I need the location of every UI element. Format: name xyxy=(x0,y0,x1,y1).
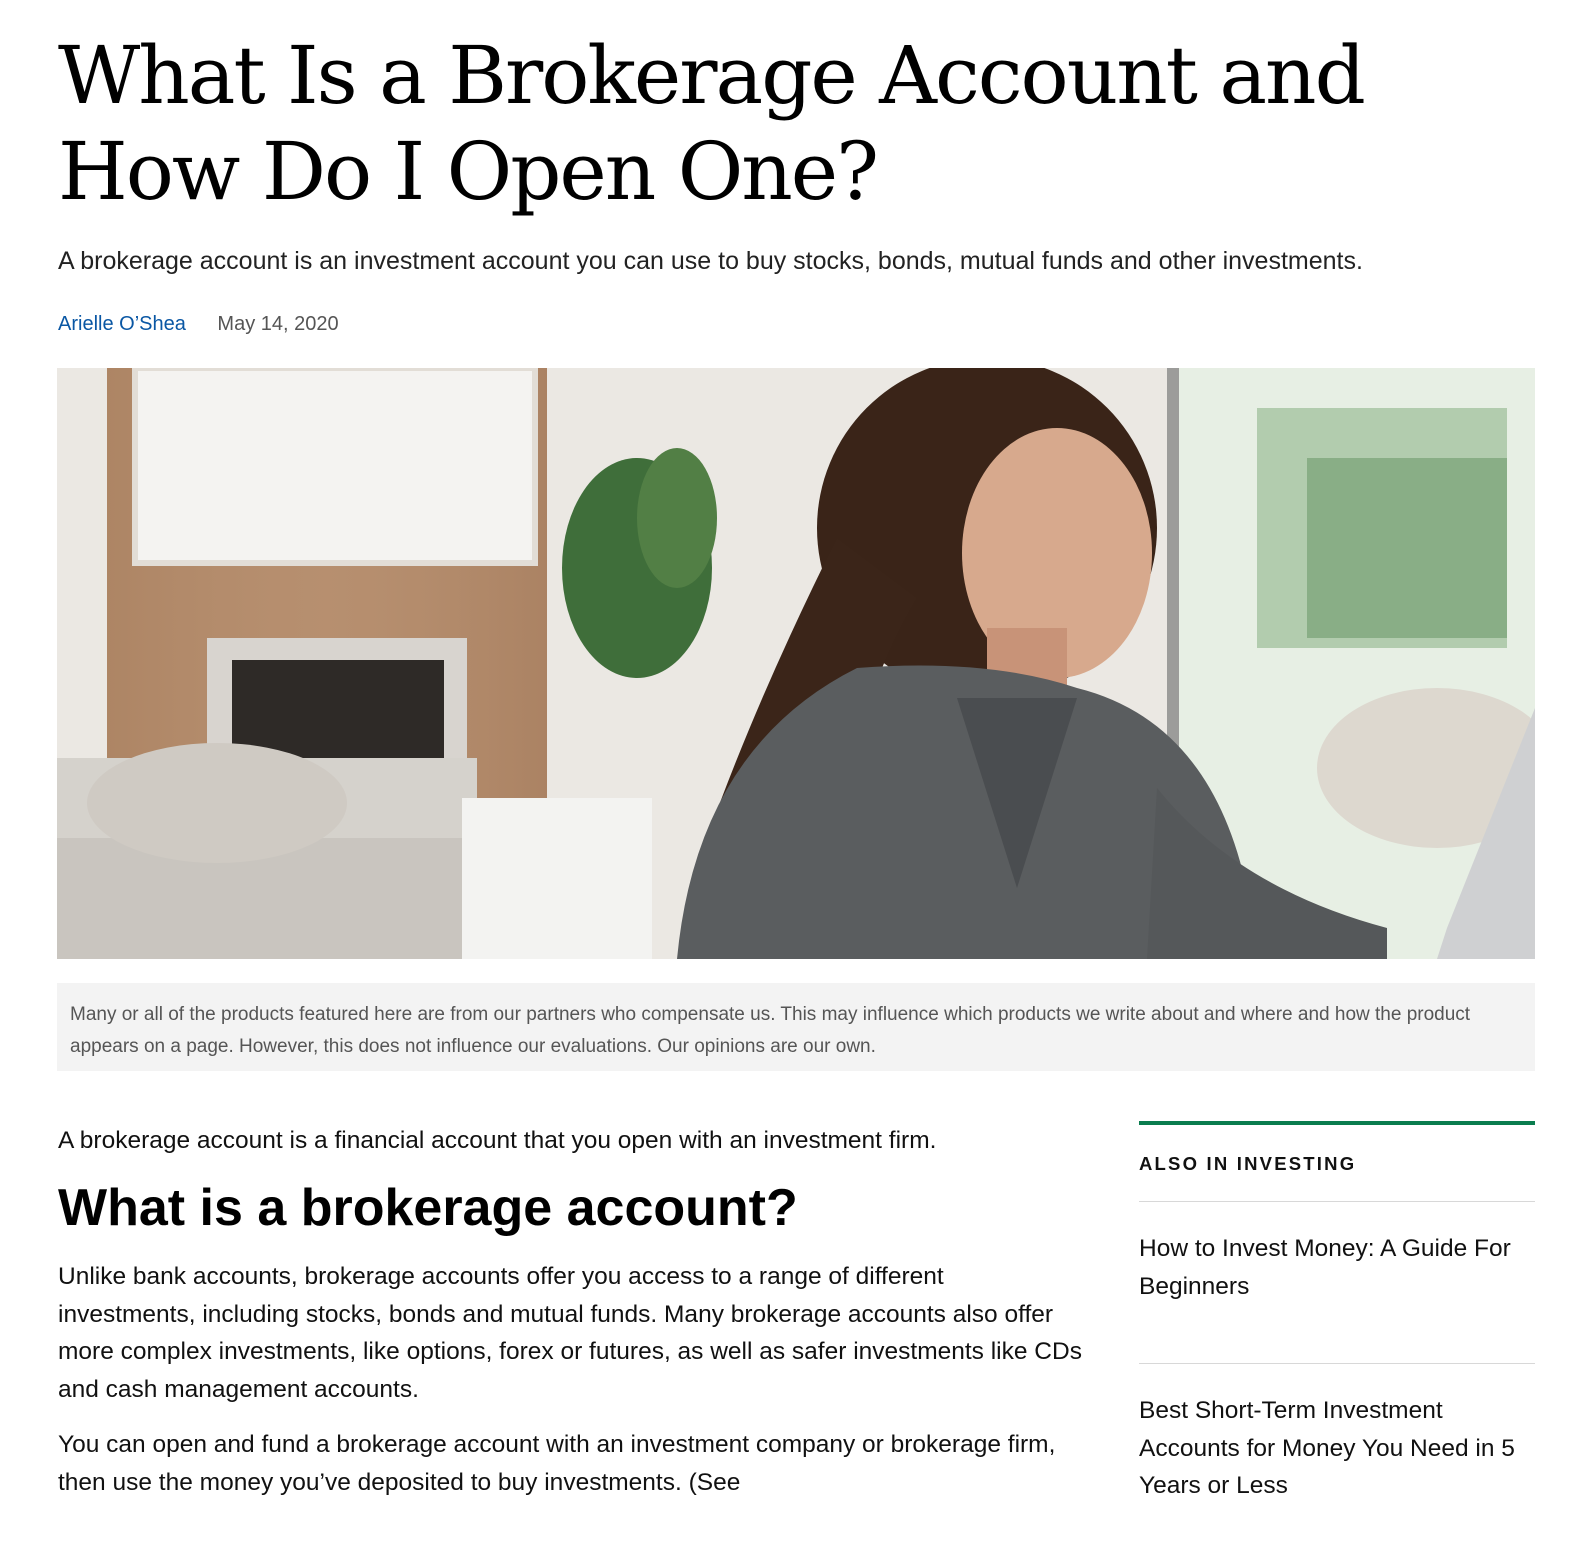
hero-image xyxy=(57,368,1535,959)
article-lead: A brokerage account is a financial account that you open with an investment firm. xyxy=(58,1127,937,1154)
sidebar-link[interactable]: How to Invest Money: A Guide For Beginners xyxy=(1139,1202,1535,1364)
article-paragraph: Unlike bank accounts, brokerage accounts offer you access to a range of different investments, including stocks, bonds and mutual funds. Many brokerage accounts also offer more complex investments, like options, forex or futures, as well as safer investments like CDs and cash management accounts. xyxy=(58,1263,1082,1403)
partner-disclaimer: Many or all of the products featured here are from our partners who compensate us. This may influence which products we write about and where and how the product appears on a page. However, this does not influence our evaluations. Our opinions are our own. xyxy=(57,983,1535,1071)
publish-date: May 14, 2020 xyxy=(217,313,339,335)
sidebar-link[interactable]: Best Short-Term Investment Accounts for Money You Need in 5 Years or Less xyxy=(1139,1397,1515,1499)
article-paragraph: You can open and fund a brokerage account with an investment company or brokerage firm, then use the money you’ve deposited to buy investments. (See xyxy=(58,1431,1056,1496)
sidebar-heading: ALSO IN INVESTING xyxy=(1139,1125,1535,1202)
section-heading: What is a brokerage account? xyxy=(58,1179,798,1237)
author-link[interactable]: Arielle O’Shea xyxy=(58,313,186,335)
article-body xyxy=(58,1124,1088,1501)
article-title: What Is a Brokerage Account and How Do I Open One? xyxy=(58,29,1364,218)
article-subtitle: A brokerage account is an investment account you can use to buy stocks, bonds, mutual funds and other investments. xyxy=(58,247,1363,275)
byline xyxy=(58,310,339,338)
also-in-investing-sidebar xyxy=(1139,1121,1535,1552)
